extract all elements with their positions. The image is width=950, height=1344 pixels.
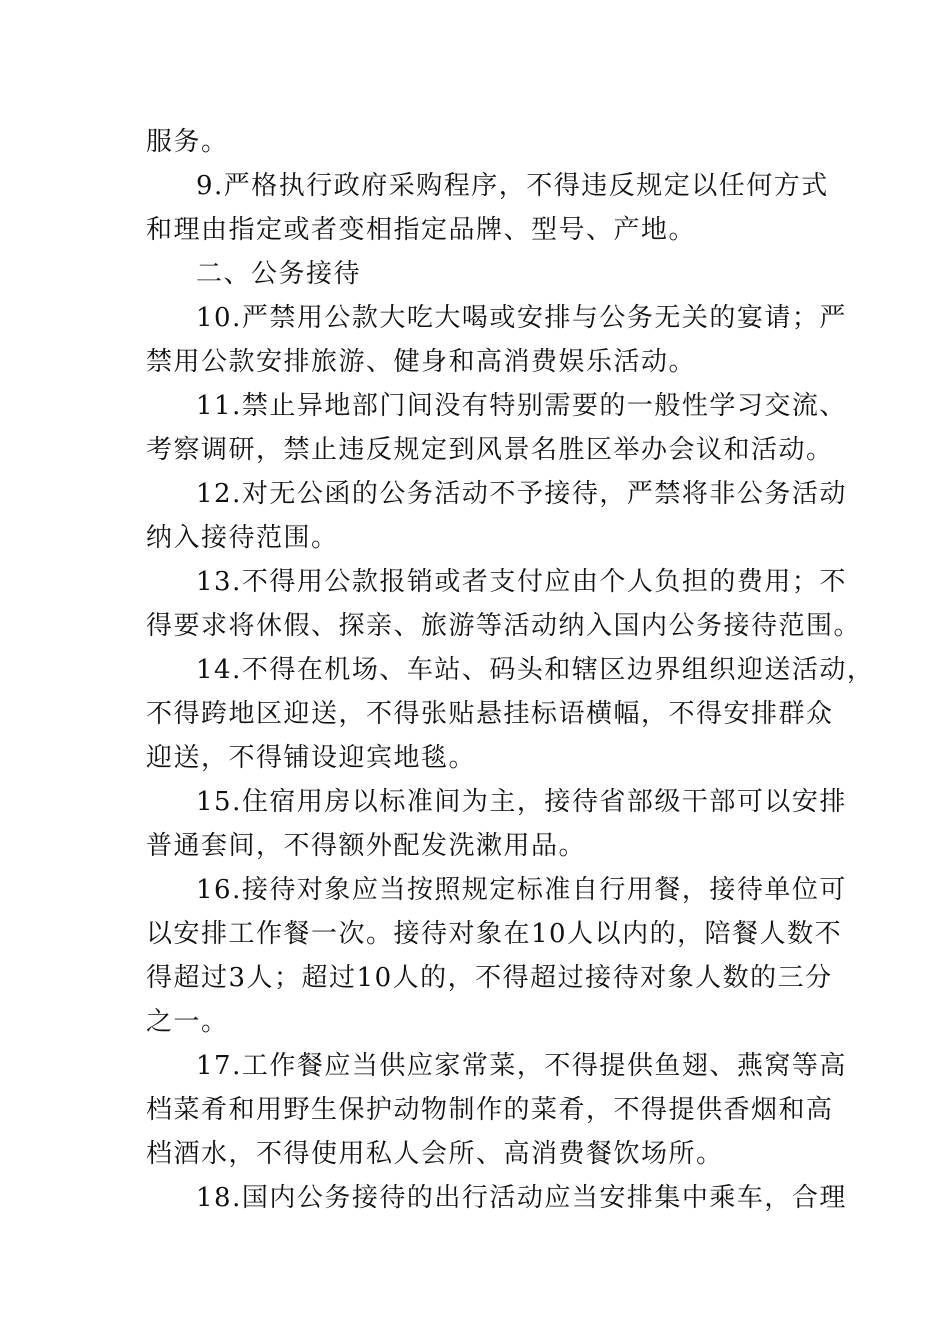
item-9-line-2: 和理由指定或者变相指定品牌、型号、产地。 — [146, 215, 697, 245]
item-11-line-2: 考察调研，禁止违反规定到风景名胜区举办会议和活动。 — [146, 435, 834, 465]
item-12-line-1: 12.对无公函的公务活动不予接待，严禁将非公务活动 — [196, 479, 847, 509]
item-17-line-2: 档菜肴和用野生保护动物制作的菜肴，不得提供香烟和高 — [146, 1095, 834, 1125]
item-16-line-3: 得超过3人；超过10人的，不得超过接待对象人数的三分 — [146, 963, 833, 993]
item-14-line-3: 迎送，不得铺设迎宾地毯。 — [146, 743, 477, 773]
item-11-line-1: 11.禁止异地部门间没有特别需要的一般性学习交流、 — [196, 391, 847, 421]
item-18-line-1: 18.国内公务接待的出行活动应当安排集中乘车，合理 — [196, 1183, 847, 1213]
item-13-line-1: 13.不得用公款报销或者支付应由个人负担的费用；不 — [196, 567, 847, 597]
item-15-line-2: 普通套间，不得额外配发洗漱用品。 — [146, 831, 587, 861]
item-17-line-3: 档酒水，不得使用私人会所、高消费餐饮场所。 — [146, 1139, 724, 1169]
item-17-line-1: 17.工作餐应当供应家常菜，不得提供鱼翅、燕窝等高 — [196, 1051, 847, 1081]
item-15-line-1: 15.住宿用房以标准间为主，接待省部级干部可以安排 — [196, 787, 847, 817]
item-14-line-1: 14.不得在机场、车站、码头和辖区边界组织迎送活动， — [196, 655, 875, 685]
item-9-line-1: 9.严格执行政府采购程序，不得违反规定以任何方式 — [196, 171, 829, 201]
item-10-line-2: 禁用公款安排旅游、健身和高消费娱乐活动。 — [146, 347, 697, 377]
item-10-line-1: 10.严禁用公款大吃大喝或安排与公务无关的宴请；严 — [196, 303, 847, 333]
item-14-line-2: 不得跨地区迎送，不得张贴悬挂标语横幅，不得安排群众 — [146, 699, 834, 729]
text-line: 服务。 — [146, 127, 229, 157]
item-16-line-1: 16.接待对象应当按照规定标准自行用餐，接待单位可 — [196, 875, 847, 905]
item-16-line-4: 之一。 — [146, 1007, 229, 1037]
item-13-line-2: 得要求将休假、探亲、旅游等活动纳入国内公务接待范围。 — [146, 611, 862, 641]
item-16-line-2: 以安排工作餐一次。接待对象在10人以内的，陪餐人数不 — [146, 919, 843, 949]
item-12-line-2: 纳入接待范围。 — [146, 523, 339, 553]
section-heading: 二、公务接待 — [196, 259, 362, 289]
